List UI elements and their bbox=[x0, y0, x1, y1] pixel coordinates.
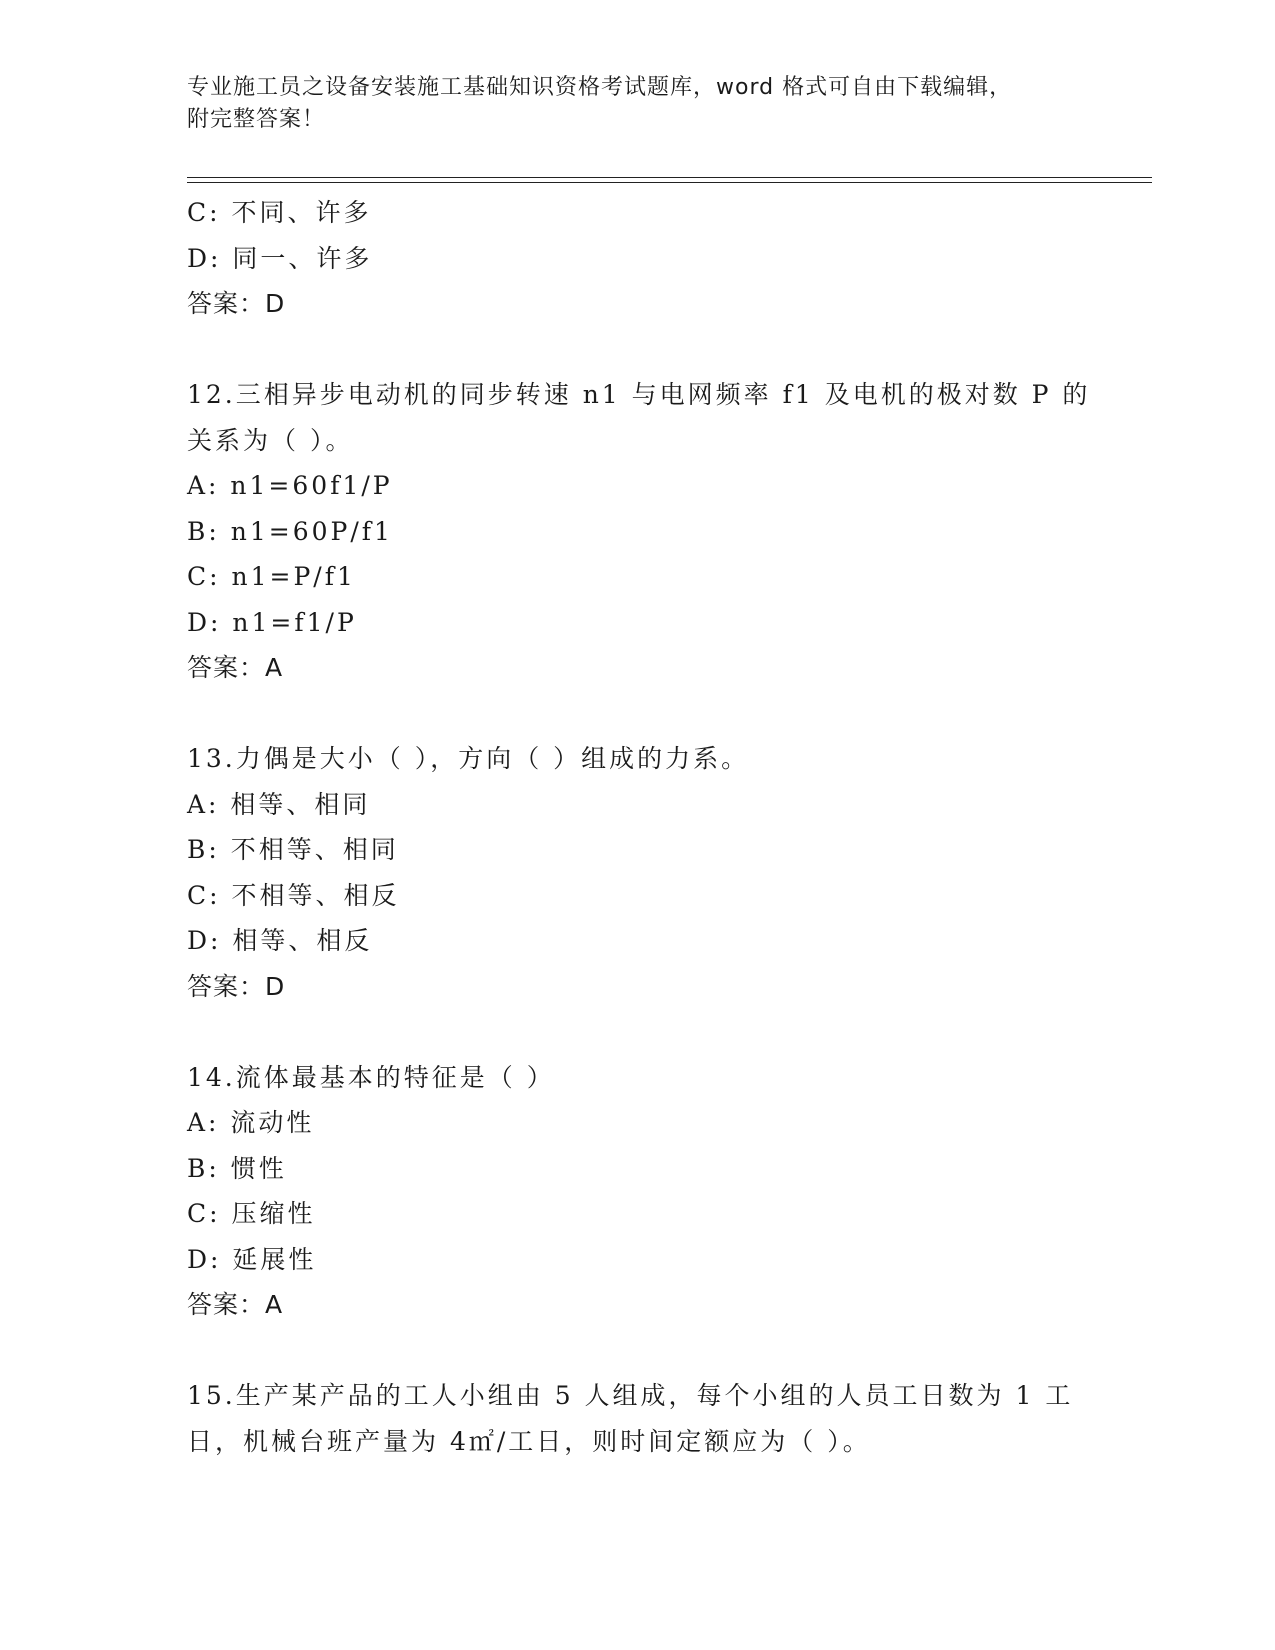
option-b: B: 不相等、相同 bbox=[187, 835, 399, 864]
question-15 bbox=[187, 1373, 1087, 1464]
question-14 bbox=[187, 1055, 1087, 1328]
question-list bbox=[187, 190, 1091, 1464]
option-c: C: 压缩性 bbox=[187, 1199, 316, 1228]
question-stem-line: 日，机械台班产量为 4㎡/工日，则时间定额应为（ ）。 bbox=[187, 1426, 871, 1456]
answer-line: 答案：A bbox=[187, 1290, 284, 1319]
option-d: D: 相等、相反 bbox=[187, 926, 373, 955]
option-b: B: 惯性 bbox=[187, 1153, 287, 1183]
question-stem-line: 13.力偶是大小（ ），方向（ ）组成的力系。 bbox=[187, 744, 750, 773]
option-d: D: 同一、许多 bbox=[187, 243, 373, 273]
option-d: D: 延展性 bbox=[187, 1244, 317, 1274]
question-12 bbox=[187, 372, 1091, 691]
header-divider-bottom bbox=[187, 182, 1152, 183]
question-13 bbox=[187, 736, 1087, 1009]
option-a: A: 流动性 bbox=[187, 1108, 315, 1137]
header-line-2: 附完整答案！ bbox=[187, 107, 326, 132]
question-stem-line: 12.三相异步电动机的同步转速 n1 与电网频率 f1 及电机的极对数 P 的 bbox=[187, 380, 1091, 409]
option-c: C: n1=P/f1 bbox=[187, 562, 356, 591]
option-b: B: n1=60P/f1 bbox=[187, 516, 393, 546]
question-stem-line: 14.流体最基本的特征是（ ） bbox=[187, 1062, 555, 1092]
option-a: A: n1=60f1/P bbox=[187, 471, 393, 500]
option-c: C: 不相等、相反 bbox=[187, 880, 400, 910]
question-stem-line: 关系为（ ）。 bbox=[187, 425, 354, 455]
option-d: D: n1=f1/P bbox=[187, 607, 357, 637]
option-c: C: 不同、许多 bbox=[187, 198, 372, 227]
option-a: A: 相等、相同 bbox=[187, 789, 371, 819]
previous-question-tail bbox=[187, 190, 1087, 327]
question-stem-line: 15.生产某产品的工人小组由 5 人组成，每个小组的人员工日数为 1 工 bbox=[187, 1381, 1074, 1410]
answer-line: 答案：A bbox=[187, 653, 284, 682]
document-header bbox=[187, 72, 1087, 136]
header-line-1: 专业施工员之设备安装施工基础知识资格考试题库，word 格式可自由下载编辑， bbox=[187, 75, 1013, 100]
answer-line: 答案：D bbox=[187, 971, 286, 1001]
answer-line: 答案：D bbox=[187, 289, 286, 318]
header-divider-top bbox=[187, 177, 1152, 178]
